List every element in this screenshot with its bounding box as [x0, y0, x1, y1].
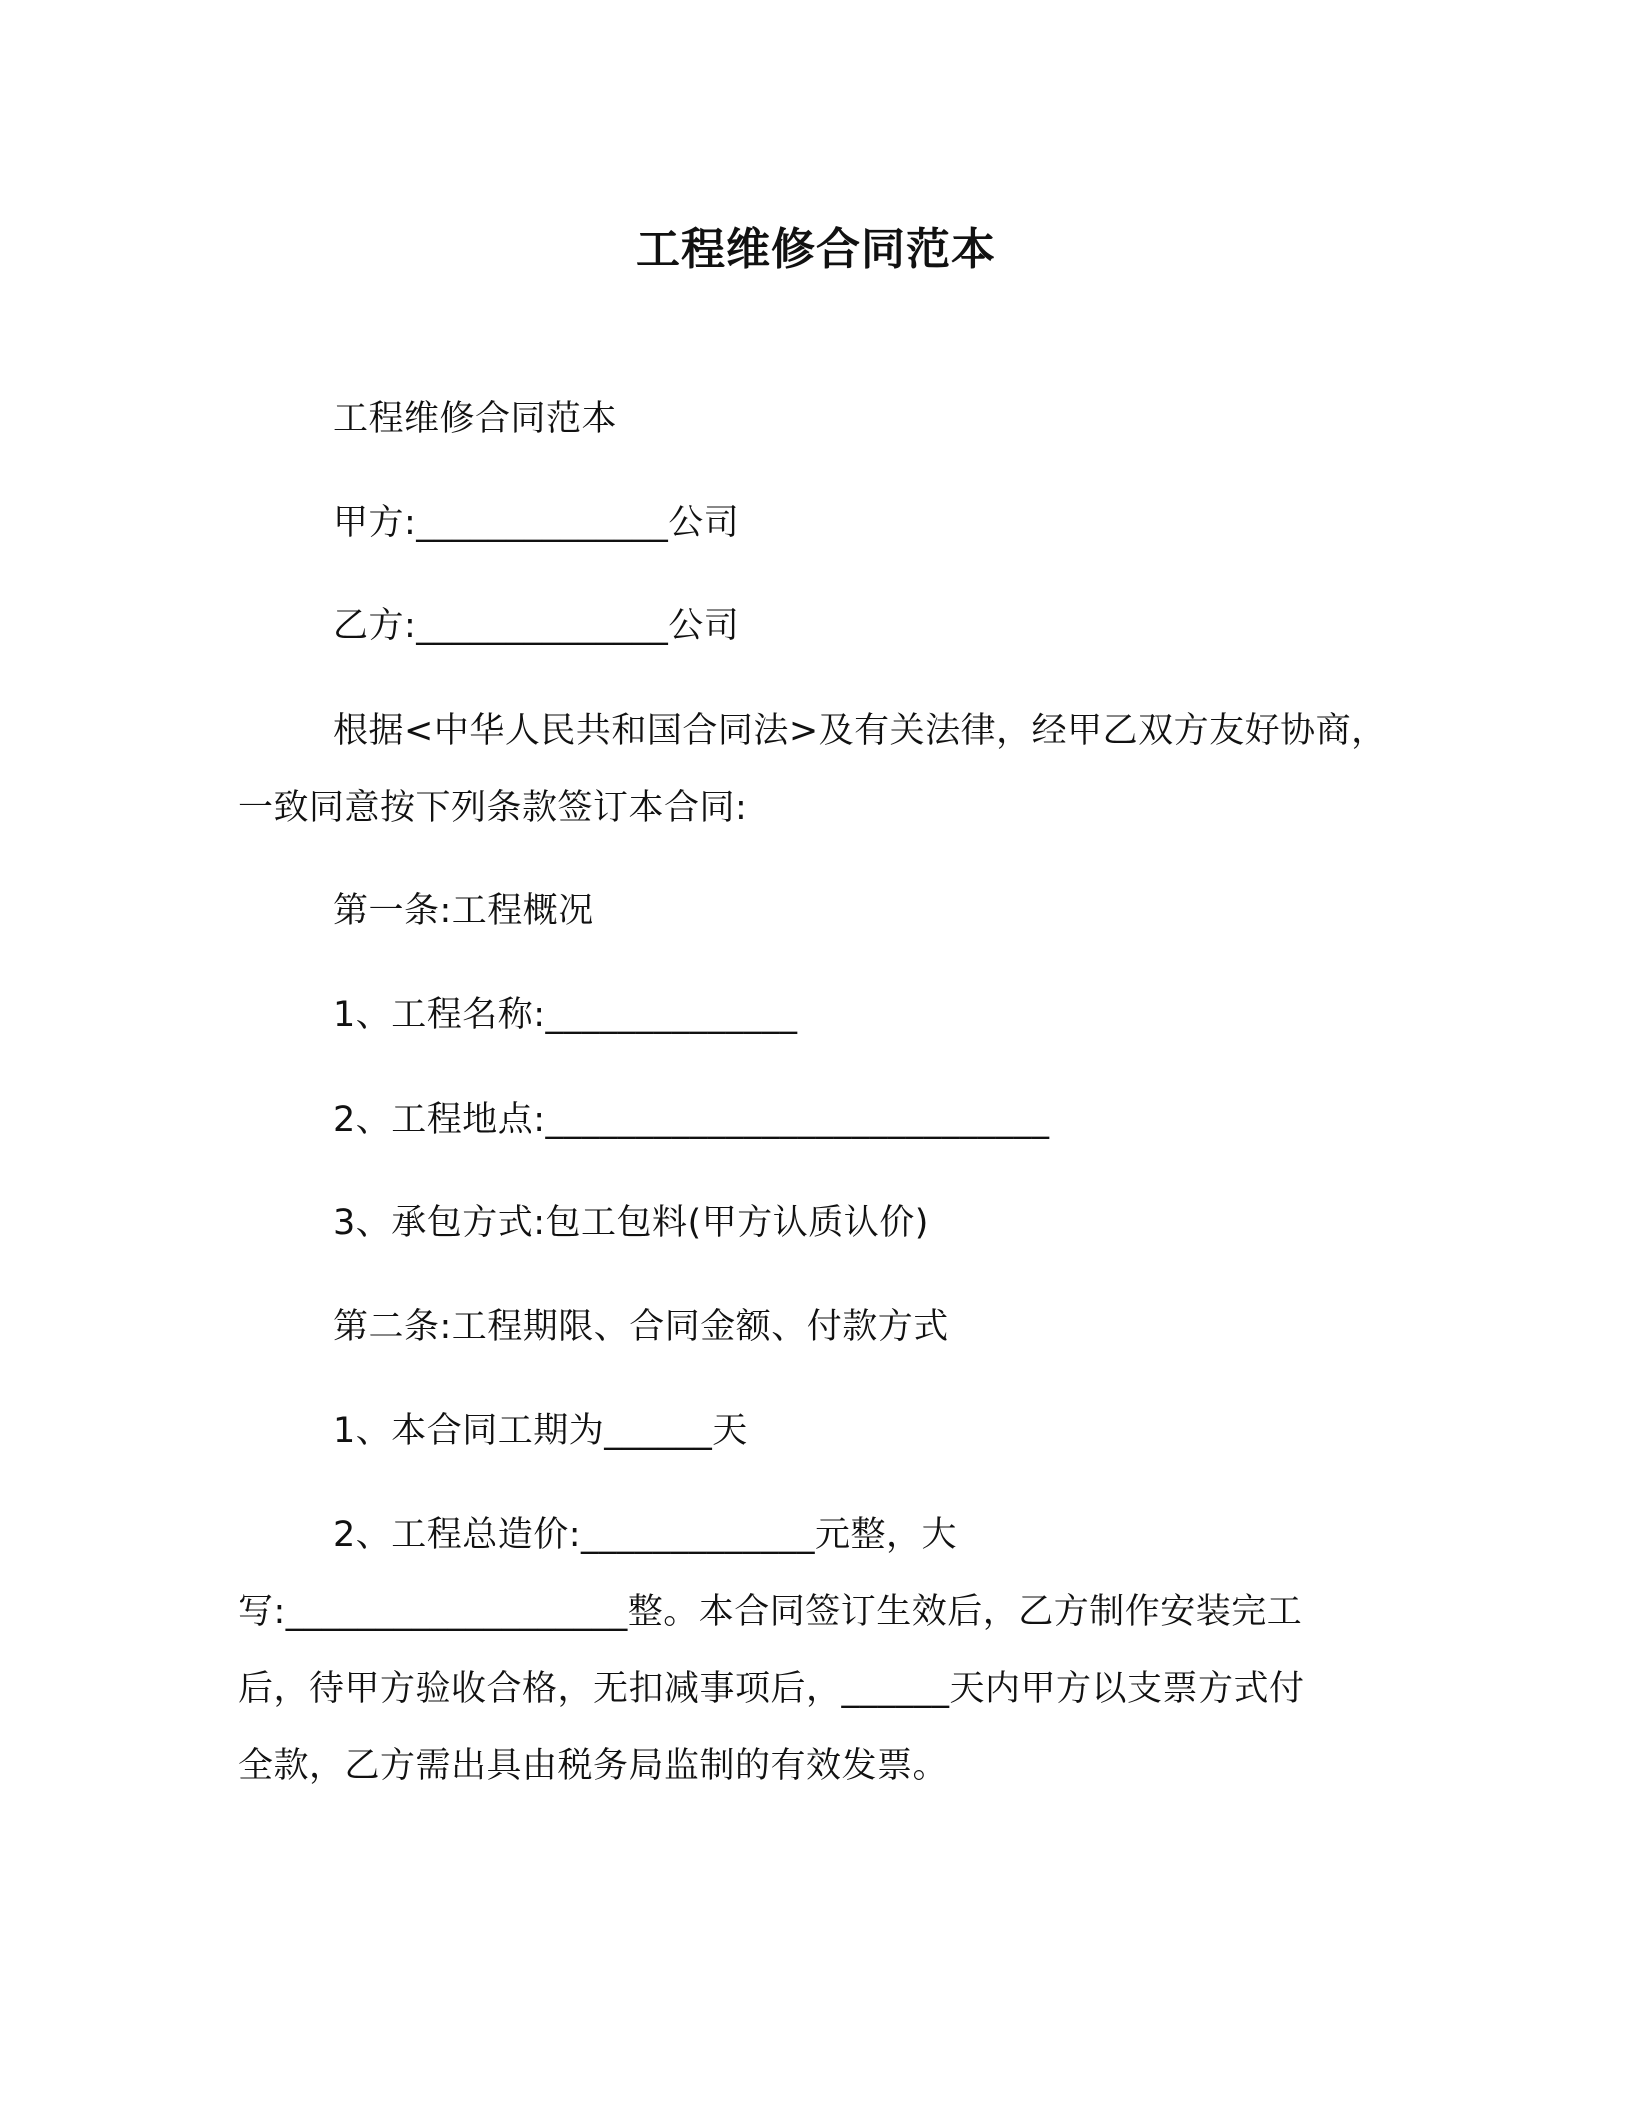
article-1-heading: 第一条:工程概况 — [333, 891, 594, 931]
total-price-line-1: 2、工程总造价:_____________元整，大 — [333, 1515, 958, 1555]
document-title: 工程维修合同范本 — [636, 224, 996, 275]
article-2-heading: 第二条:工程期限、合同金额、付款方式 — [333, 1307, 949, 1347]
total-price-line-2: 写:___________________整。本合同签订生效后，乙方制作安装完工 — [238, 1592, 1303, 1632]
party-a-line: 甲方:______________公司 — [333, 503, 740, 543]
preamble-line-2: 一致同意按下列条款签订本合同: — [238, 788, 748, 828]
project-name-line: 1、工程名称:______________ — [333, 995, 798, 1035]
contract-method-line: 3、承包方式:包工包料(甲方认质认价) — [333, 1203, 929, 1243]
project-location-line: 2、工程地点:____________________________ — [333, 1100, 1050, 1140]
payment-line-1: 后，待甲方验收合格，无扣减事项后，______天内甲方以支票方式付 — [238, 1669, 1305, 1709]
payment-line-2: 全款，乙方需出具由税务局监制的有效发票。 — [238, 1746, 949, 1786]
party-b-line: 乙方:______________公司 — [333, 606, 740, 646]
preamble-line-1: 根据<中华人民共和国合同法>及有关法律，经甲乙双方友好协商， — [333, 711, 1387, 751]
duration-line: 1、本合同工期为______天 — [333, 1411, 748, 1451]
subtitle-line: 工程维修合同范本 — [333, 399, 618, 439]
